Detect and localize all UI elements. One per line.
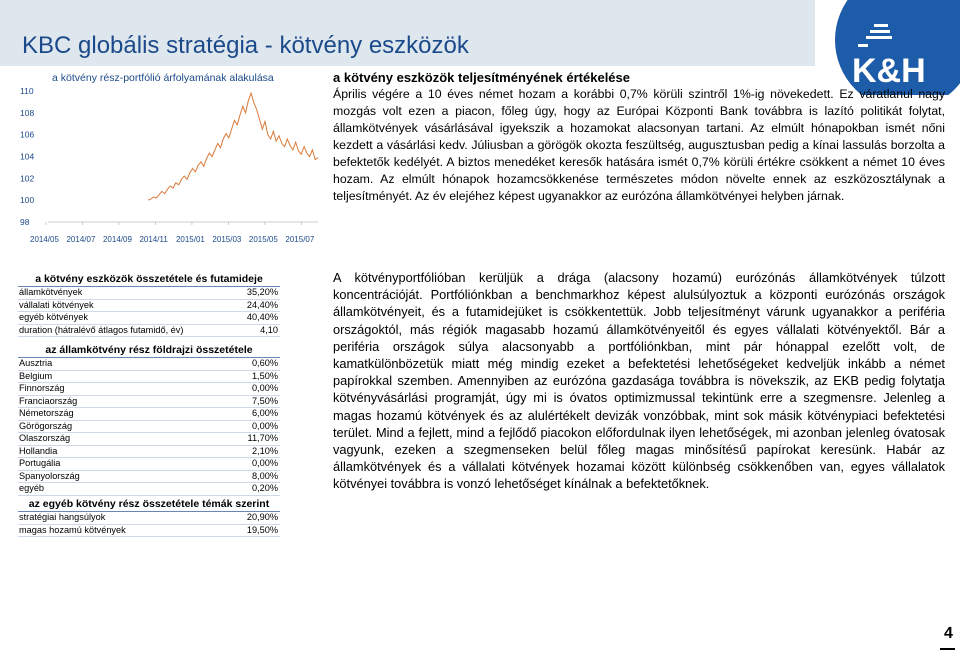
row-value: 24,40% [246,299,278,310]
row-value: 0,00% [251,420,278,431]
row-value: 8,00% [251,470,278,481]
row-label: államkötvények [19,287,83,297]
page-number: 4 [944,625,953,642]
kh-logo [830,0,960,95]
price-chart [18,72,320,247]
chart-series-line [148,93,318,200]
table-row [18,408,280,421]
row-label: Olaszország [19,433,71,443]
x-tick-label: 2014/09 [102,235,132,244]
table-title: az egyéb kötvény rész összetétele témák szerint [18,497,280,512]
x-tick-label: 2015/01 [175,235,205,244]
y-tick-label: 98 [20,217,30,227]
table-row [18,371,280,384]
row-label: Portugália [19,458,61,468]
y-tick-label: 108 [20,107,35,118]
x-tick-label: 2014/07 [66,235,96,244]
table-title: az államkötvény rész földrajzi összetétele [18,343,280,358]
table-row [18,312,280,325]
row-label: vállalati kötvények [19,299,94,310]
row-label: Ausztria [19,358,53,368]
y-tick-label: 110 [20,85,34,96]
table-other-bonds [18,497,280,537]
y-tick-label: 104 [20,151,35,162]
row-value: 0,00% [251,458,278,468]
row-value: 0,20% [251,483,278,493]
section-title: a kötvény eszközök teljesítményének értékelése [333,70,630,85]
table-row [18,396,280,409]
row-value: 0,60% [251,358,278,368]
row-label: Franciaország [19,395,78,406]
table-row [18,458,280,471]
row-value: 19,50% [246,524,278,535]
row-value: 40,40% [246,312,278,322]
row-value: 7,50% [251,395,278,406]
row-label: magas hozamú kötvények [19,524,126,535]
paragraph-portfolio: A kötvényportfólióban kerüljük a drága (alacsony hozamú) eurózónás államkötvények túlzott koncentrációját. Portfóliónkban a benchmarkhoz képest alulsúlyoztuk a központi eurózónás országok államkötvényeit, és a futamidejüket is csökkentettük. Jobb teljesítményt várunk ugyanakkor a periféria országoktól, más régiók magasabb hozamú államkötvényeitől és egyes vállalati kötvényektől. Bár a periféria országok súlya alacsonyabb a portfóliónkban, mint pár hónappal ezelőtt volt, de kamatkülönbözetük miatt még mindig ezeket a befektetési lehetőségeket kedveljük inkább a német papírokkal szemben. Amennyiben az eurózóna gazdasága továbbra is növekszik, az EKB pedig folytatja kötvényvásárlási programját, úgy mi is óvatos optimizmussal tekintünk erre a szegmensre. Jelenleg a magas hozamú kötvények és az alulértékelt devizák vonzóbbak, mint sok másik kötvénypiaci befektetési terület. Mind a fejlett, mind a fejlődő piacokon előfordulnak ilyen lehetőségek, mi azonban jelenleg óvatosak vagyunk, ezeken a szegmenseken belül főleg magas minősítésű papírokat keresünk. Habár az államkötvények és a vállalati kötvények hozamai között különbség csökkenőben van, egyes vállalatok kötvényei továbbra is vonzó lehetőséget kínálnak a befektetőknek. [333,270,945,492]
table-composition [18,272,280,337]
x-tick-label: 2015/05 [248,235,278,244]
table-row [18,358,280,371]
x-tick-label: 2014/11 [139,235,168,244]
row-label: duration (hátralévő átlagos futamidő, év) [19,324,184,335]
row-value: 4,10 [260,324,278,335]
table-row [18,433,280,446]
row-label: Finnország [19,383,65,393]
table-row [18,421,280,434]
row-value: 1,50% [251,370,278,381]
x-tick-label: 2015/03 [212,235,242,244]
logo-text: K&H [852,52,926,90]
y-tick-label: 102 [20,173,35,184]
row-value: 6,00% [251,408,278,418]
row-value: 11,70% [247,433,278,443]
table-row [18,383,280,396]
table-row [18,325,280,338]
table-row [18,300,280,313]
x-tick-label: 2014/05 [30,235,59,244]
row-label: egyéb [19,483,45,493]
row-label: Spanyolország [19,470,80,481]
row-label: Görögország [19,420,73,431]
chart-title: a kötvény rész-portfólió árfolyamának alakulása [52,72,274,84]
page-number-underline [940,648,955,650]
y-tick-label: 106 [20,129,35,140]
row-value: 35,20% [246,287,278,297]
row-label: stratégiai hangsúlyok [19,512,106,522]
row-value: 0,00% [251,383,278,393]
table-row [18,512,280,525]
x-tick-label: 2015/07 [285,235,315,244]
row-label: Belgium [19,370,53,381]
row-value: 2,10% [251,445,278,456]
row-value: 20,90% [246,512,278,522]
paragraph-performance: Április végére a 10 éves német hozam a korábbi 0,7% körüli szintről 1%-ig növekedett. Ez váratlanul nagy mozgás volt ezen a piacon, főleg úgy, hogy az Európai Központi Bank továbbra is lazító politikát folytat, államkötvények vásárlásával igyekszik a hozamokat alacsonyan tartani. Az elmúlt hónapokban ismét nőni kezdett a vásárlási kedv. Júliusban a görögök okozta feszültség, augusztusban pedig a kínai lassulás borzolta a befektetők kedélyét. A biztos menedéket keresők hatására ismét 0,7% körüli értékre csökkent a német 10 éves hozam. Az elmúlt hónapok hozamcsökkenése természetes módon növelte ennek az eszközosztálynak a teljesítményét. Az év elejéhez képest ugyanakkor az eurózóna államkötvényei helyben járnak. [333,87,945,203]
table-geography [18,343,280,496]
page-title: KBC globális stratégia - kötvény eszközök [22,32,469,59]
row-label: Németország [19,408,74,418]
table-row [18,483,280,496]
table-row [18,525,280,538]
table-row [18,287,280,300]
table-row [18,446,280,459]
y-tick-label: 100 [20,195,35,206]
table-row [18,471,280,484]
table-title: a kötvény eszközök összetétele és futamideje [18,272,280,287]
row-label: Hollandia [19,445,58,456]
row-label: egyéb kötvények [19,312,88,322]
